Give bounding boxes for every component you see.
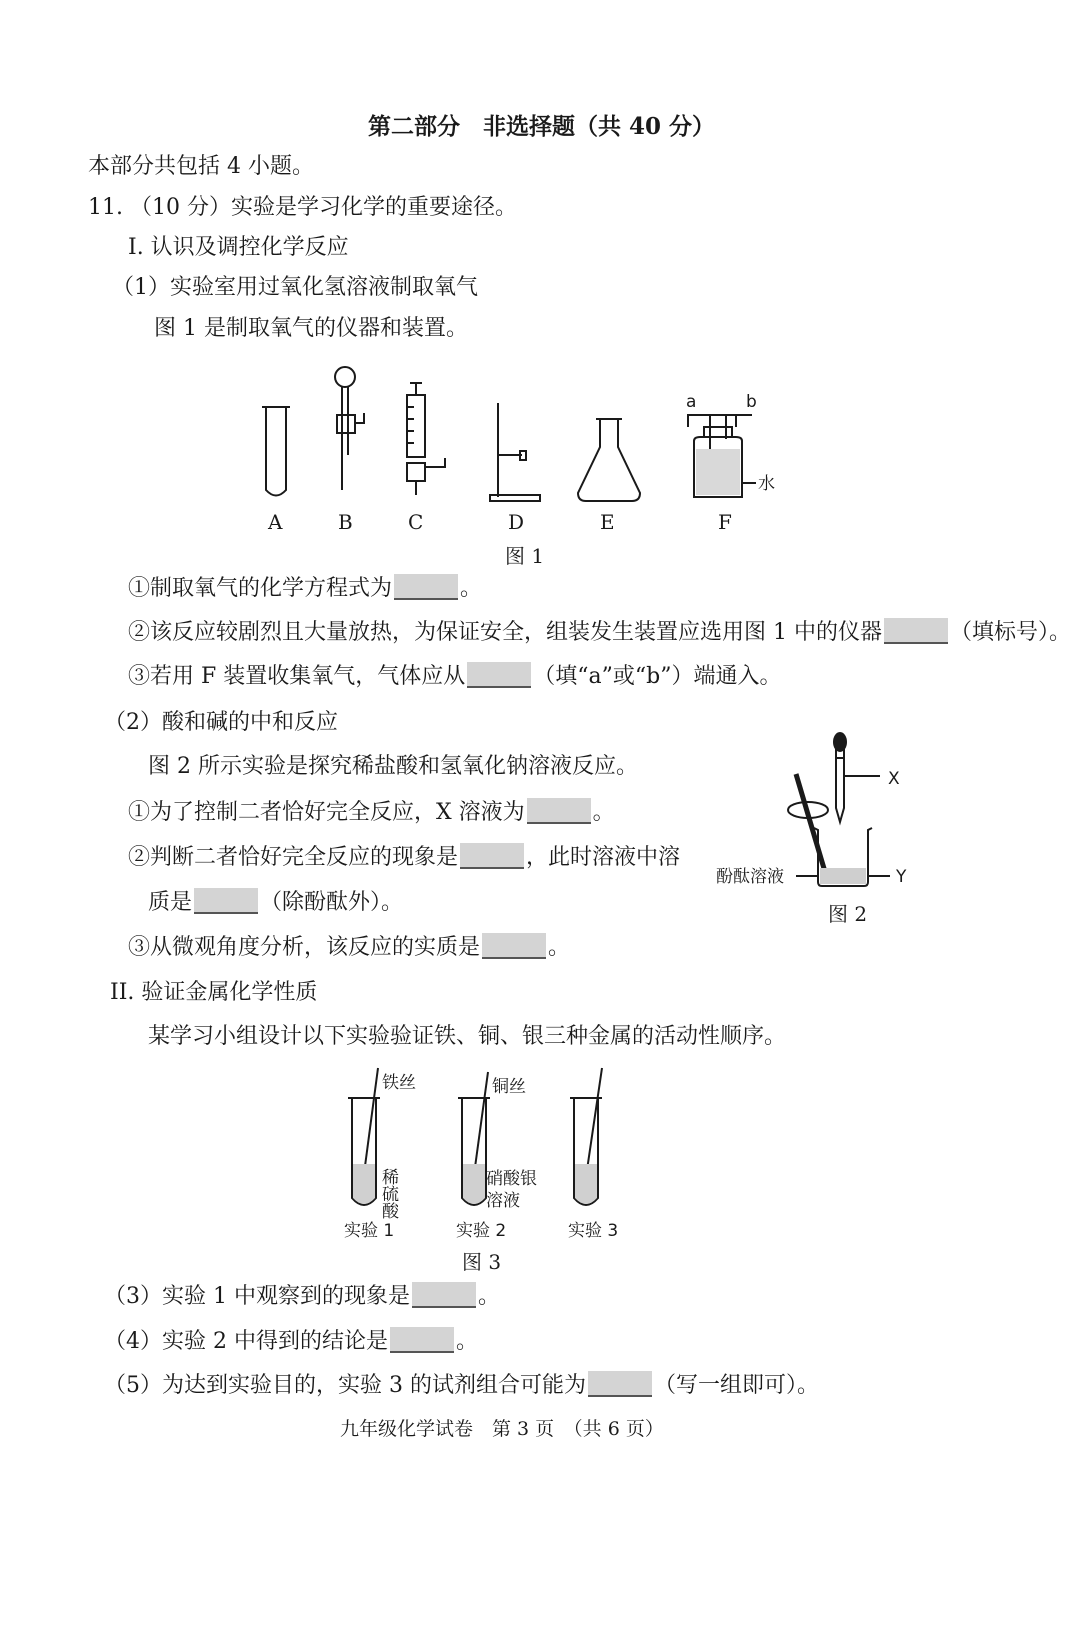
s1-q3-text: ③若用 F 装置收集氧气，气体应从 [128, 664, 466, 689]
part2-intro: 某学习小组设计以下实验验证铁、铜、银三种金属的活动性顺序。 [148, 1024, 787, 1049]
glass-rod [788, 774, 828, 882]
q5-text: （5）为达到实验目的，实验 3 的试剂组合可能为 [104, 1373, 586, 1398]
s2-q3-end: 。 [548, 935, 571, 960]
s2-q2-end: ，此时溶液中溶 [526, 845, 681, 870]
funnel-b [335, 367, 364, 490]
silver-nitrate-label: 硝酸银 [486, 1169, 537, 1189]
solution-label: 溶液 [486, 1191, 520, 1211]
answer-blank-s2-q3[interactable] [482, 933, 546, 959]
q3 [104, 1282, 500, 1312]
section-intro: 本部分共包括 4 小题。 [88, 154, 314, 179]
answer-blank-q4[interactable] [390, 1327, 454, 1353]
solution-level [820, 868, 866, 884]
liquid-exp3 [575, 1164, 597, 1204]
s2-q3-text: ③从微观角度分析，该反应的实质是 [128, 935, 481, 960]
answer-blank-s2-q1[interactable] [527, 798, 591, 824]
fig1-label-d: D [508, 510, 525, 534]
label-x: X [888, 769, 900, 789]
port-b-label: b [746, 392, 757, 412]
s2-q2b-text: 质是 [148, 890, 193, 915]
s2-q1 [128, 798, 615, 828]
water-fill [696, 449, 740, 495]
syringe-c [407, 383, 445, 495]
iron-stand-d [490, 403, 540, 501]
q3-end: 。 [477, 1284, 500, 1309]
s2-q2-text: ②判断二者恰好完全反应的现象是 [128, 845, 459, 870]
answer-blank-s1-q2[interactable] [884, 618, 948, 644]
s2-q1-end: 。 [592, 800, 615, 825]
answer-blank-s2-q2a[interactable] [460, 843, 524, 869]
q4-end: 。 [455, 1329, 478, 1354]
figure-2-beaker [712, 730, 942, 900]
liquid-exp2 [463, 1164, 485, 1204]
fig1-caption: 图 1 [505, 544, 545, 568]
dilute-sulfuric-acid-label: 稀硫酸 [378, 1168, 398, 1219]
fig1-label-a: A [268, 510, 283, 534]
fig1-label-c: C [408, 510, 424, 534]
s1-q2-end: （填标号）。 [950, 620, 1072, 645]
figure-3-test-tubes [330, 1064, 650, 1254]
exp3-label: 实验 3 [568, 1221, 619, 1241]
liquid-exp1 [353, 1164, 375, 1204]
s2-q2b [148, 888, 403, 918]
sub2-title: （2）酸和碱的中和反应 [104, 710, 338, 735]
sub1-title: （1）实验室用过氧化氢溶液制取氧气 [112, 275, 478, 300]
answer-blank-s2-q2b[interactable] [194, 888, 258, 914]
answer-blank-s1-q1[interactable] [394, 574, 458, 600]
phenolphthalein-label: 酚酞溶液 [716, 867, 784, 887]
q3-text: （3）实验 1 中观察到的现象是 [104, 1284, 410, 1309]
fig2-intro: 图 2 所示实验是探究稀盐酸和氢氧化钠溶液反应。 [148, 754, 638, 779]
s1-q3-end: （填“a”或“b”）端通入。 [533, 664, 782, 689]
fig3-caption: 图 3 [462, 1250, 502, 1274]
exp2-label: 实验 2 [456, 1221, 507, 1241]
section-title: 第二部分 非选择题（共 40 分） [368, 113, 716, 140]
s1-q2-text: ②该反应较剧烈且大量放热，为保证安全，组装发生装置应选用图 1 中的仪器 [128, 620, 882, 645]
q4-text: （4）实验 2 中得到的结论是 [104, 1329, 388, 1354]
label-y: Y [896, 867, 907, 887]
s2-q3 [128, 933, 570, 963]
water-label: 水 [758, 474, 775, 494]
s2-q1-text: ①为了控制二者恰好完全反应，X 溶液为 [128, 800, 525, 825]
exp1-label: 实验 1 [344, 1221, 395, 1241]
answer-blank-s1-q3[interactable] [467, 662, 531, 688]
s2-q2b-end: （除酚酞外）。 [260, 890, 404, 915]
dropper-x [834, 733, 880, 822]
fig1-label-f: F [718, 510, 732, 534]
s2-q2 [128, 843, 680, 873]
fig1-label-b: B [338, 510, 353, 534]
port-a-label: a [686, 392, 697, 412]
s1-q2 [128, 618, 1071, 648]
part2-title: II. 验证金属化学性质 [110, 980, 318, 1005]
iron-wire-label: 铁丝 [382, 1073, 416, 1093]
s1-q1-end: 。 [460, 576, 483, 601]
conical-flask-e [578, 419, 640, 501]
copper-wire-label: 铜丝 [492, 1077, 526, 1097]
answer-blank-q5[interactable] [588, 1371, 652, 1397]
fig2-caption-text: 图 2 [828, 902, 868, 926]
s1-q1 [128, 574, 482, 604]
question-11-header: 11. （10 分）实验是学习化学的重要途径。 [88, 195, 517, 220]
s1-q1-text: ①制取氧气的化学方程式为 [128, 576, 393, 601]
part1-title: I. 认识及调控化学反应 [128, 235, 349, 260]
s1-q3 [128, 662, 781, 692]
answer-blank-q3[interactable] [412, 1282, 476, 1308]
fig1-label-e: E [600, 510, 615, 534]
q5 [104, 1371, 819, 1401]
q4 [104, 1327, 478, 1357]
page-footer: 九年级化学试卷 第 3 页 （共 6 页） [340, 1418, 664, 1440]
q5-end: （写一组即可）。 [653, 1373, 819, 1398]
test-tube-a [262, 407, 290, 496]
fig1-intro: 图 1 是制取氧气的仪器和装置。 [154, 316, 468, 341]
figure-1-apparatus [240, 355, 800, 545]
